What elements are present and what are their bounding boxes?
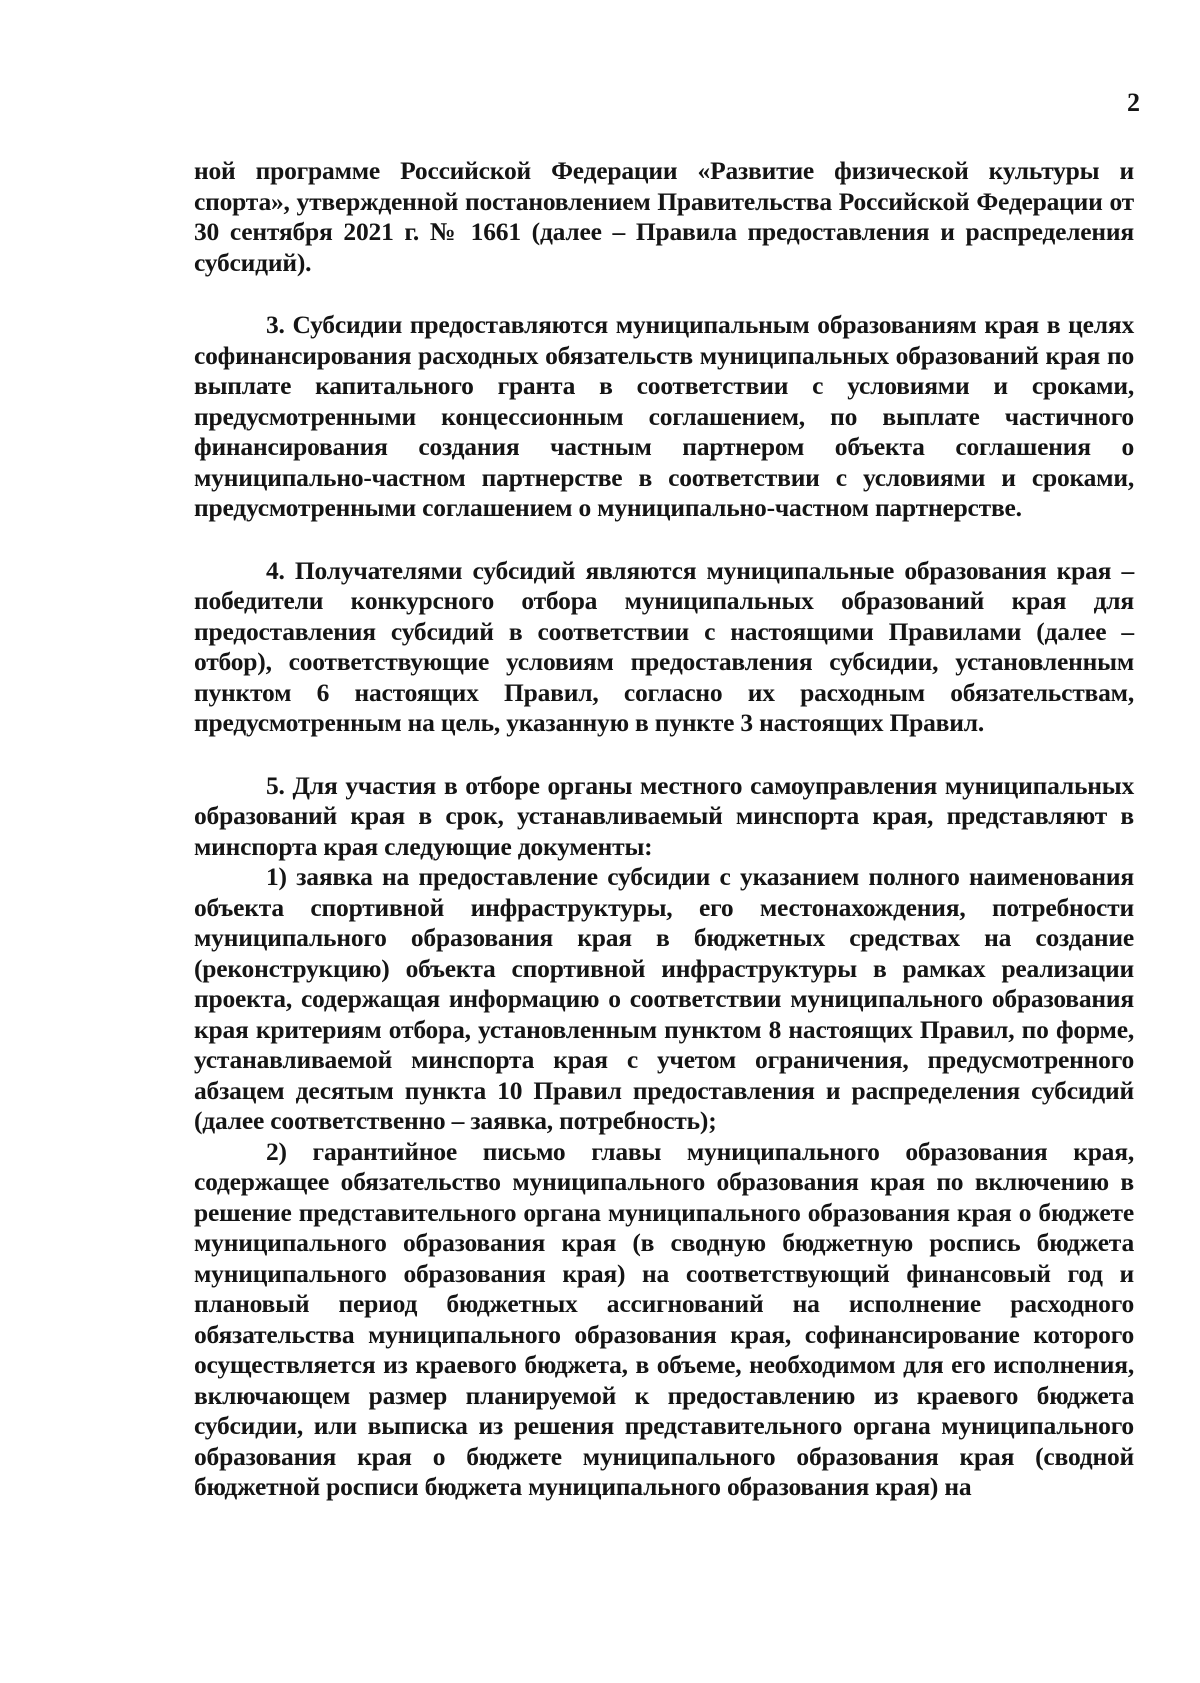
paragraph-5-item-1: 1) заявка на предоставление субсидии с указанием полного наименования объекта спортивной инфраструктуры, его местонахождения, потребности муниципального образования края в бюджетных средствах на создание (реконструкцию) объекта спортивной инфраструктуры в рамках реализации проекта, содержащая информацию о соответствии муниципального образования края критериям отбора, установленным пунктом 8 настоящих Правил, по форме, устанавливаемой минспорта края с учетом ограничения, предусмотренного абзацем десятым пункта 10 Правил предоставления и распределения субсидий (далее соответственно – заявка, потребность); bbox=[194, 862, 1134, 1135]
paragraph-4: 4. Получателями субсидий являются муниципальные образования края – победители конкурсного отбора муниципальных образований края для предоставления субсидий в соответствии с настоящими Правилами (далее – отбор), соответствующие условиям предоставления субсидии, установленным пунктом 6 настоящих Правил, согласно их расходным обязательствам, предусмотренным на цель, указанную в пункте 3 настоящих Правил. bbox=[194, 555, 1134, 737]
document-body bbox=[194, 156, 1134, 1503]
paragraph-continuation: ной программе Российской Федерации «Развитие физической культуры и спорта», утвержденной постановлением Правительства Российской Федерации от 30 сентября 2021 г. № 1661 (далее – Правила предоставления и распределения субсидий). bbox=[194, 156, 1134, 277]
paragraph-5-item-2: 2) гарантийное письмо главы муниципального образования края, содержащее обязательство муниципального образования края по включению в решение представительного органа муниципального образования края о бюджете муниципального образования края (в сводную бюджетную роспись бюджета муниципального образования края) на соответствующий финансовый год и плановый период бюджетных ассигнований на исполнение расходного обязательства муниципального образования края, софинансирование которого осуществляется из краевого бюджета, в объеме, необходимом для его исполнения, включающем размер планируемой к предоставлению из краевого бюджета субсидии, или выписка из решения представительного органа муниципального образования края о бюджете муниципального образования края (сводной бюджетной росписи бюджета муниципального образования края) на bbox=[194, 1136, 1134, 1501]
paragraph-3: 3. Субсидии предоставляются муниципальным образованиям края в целях софинансирования расходных обязательств муниципальных образований края по выплате капитального гранта в соответствии с условиями и сроками, предусмотренными концессионным соглашением, по выплате частичного финансирования создания частным партнером объекта соглашения о муниципально-частном партнерстве в соответствии с условиями и сроками, предусмотренными соглашением о муниципально-частном партнерстве. bbox=[194, 310, 1134, 522]
page-number: 2 bbox=[1127, 88, 1140, 117]
paragraph-5: 5. Для участия в отборе органы местного самоуправления муниципальных образований края в срок, устанавливаемый минспорта края, представляют в минспорта края следующие документы: bbox=[194, 770, 1134, 861]
